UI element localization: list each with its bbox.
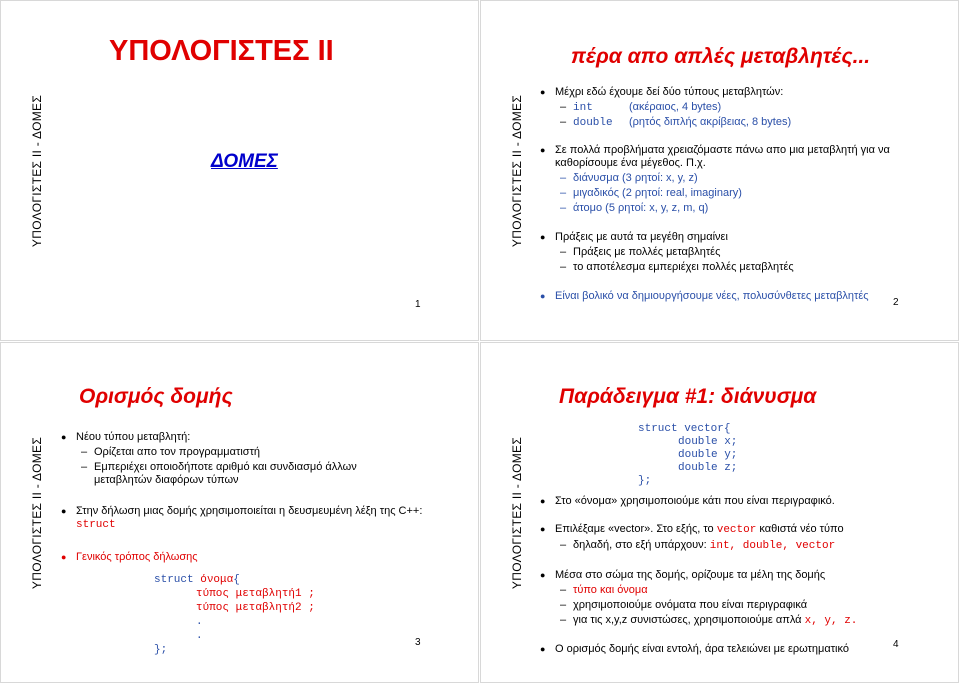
dash-icon: – (560, 584, 567, 596)
sub-bullet (81, 461, 414, 487)
bullet-icon: ● (540, 232, 546, 242)
keyword: x, y, z. (804, 615, 858, 627)
sub-bullet (560, 172, 698, 185)
bullet-icon: ● (61, 506, 67, 516)
bullet-icon: ● (540, 145, 546, 155)
code-line: struct vector{ (638, 423, 731, 435)
bullet-icon: ● (540, 570, 546, 580)
page-number: 4 (893, 639, 899, 650)
slide-title: πέρα απο απλές μεταβλητές... (571, 45, 871, 68)
bullet-text: Στο «όνομα» χρησιμοποιούμε κάτι που είναι περιγραφικό. (555, 495, 835, 507)
slide-3 (0, 342, 479, 683)
dash-icon: – (560, 261, 567, 273)
sub-bullet (560, 539, 836, 553)
slide-2 (480, 0, 959, 341)
bullet (61, 505, 426, 532)
bullet (61, 431, 416, 444)
bullet-text: Μέσα στο σώμα της δομής, ορίζουμε τα μέλη της δομής (555, 569, 826, 581)
sub-bullet (560, 246, 721, 259)
code-name: όνομα (200, 574, 234, 586)
side-label: ΥΠΟΛΟΓΙΣΤΕΣ ΙΙ - ΔΟΜΕΣ (30, 94, 44, 248)
slide-1 (0, 0, 479, 341)
keyword: vector (716, 524, 757, 536)
bullet (61, 551, 416, 564)
sub-bullet (560, 116, 792, 130)
bullet-text: Γενικός τρόπος δήλωσης (76, 551, 198, 563)
slide-4 (480, 342, 959, 683)
code-line: }; (154, 644, 168, 656)
main-title: ΥΠΟΛΟΓΙΣΤΕΣ ΙΙ (109, 35, 334, 67)
keyword: int, double, vector (709, 540, 836, 552)
dash-icon: – (560, 246, 567, 258)
sub-text: Πράξεις με πολλές μεταβλητές (573, 246, 721, 258)
bullet (540, 569, 935, 582)
bullet-text: Πράξεις με αυτά τα μεγέθη σημαίνει (555, 231, 728, 243)
bullet-text: Στην δήλωση μιας δομής χρησιμοποιείται η δευσμευμένη λέξη της C++: (76, 505, 423, 517)
bullet (540, 495, 935, 508)
side-label: ΥΠΟΛΟΓΙΣΤΕΣ ΙΙ - ΔΟΜΕΣ (510, 436, 524, 590)
code-line: . (196, 630, 203, 642)
code-line: double x; (678, 436, 738, 448)
dash-icon: – (560, 614, 567, 626)
dash-icon: – (560, 187, 567, 199)
bullet (540, 231, 925, 244)
bullet-text: Μέχρι εδώ έχουμε δεί δύο τύπους μεταβλητών: (555, 86, 784, 98)
code-line: double y; (678, 449, 738, 461)
bullet-icon: ● (61, 552, 67, 562)
bullet-icon: ● (540, 87, 546, 97)
sub-text: διάνυσμα (3 ρητοί: x, y, z) (573, 172, 698, 184)
page-number: 2 (893, 297, 899, 308)
bullet (540, 86, 925, 99)
bullet-icon: ● (540, 496, 546, 506)
keyword: double (573, 117, 613, 129)
bullet-text: Είναι βολικό να δημιουργήσουμε νέες, πολυσύνθετες μεταβλητές (555, 290, 869, 302)
page-number: 1 (415, 299, 421, 310)
bullet (540, 144, 925, 170)
code-line: τύπος μεταβλητή1 ; (196, 588, 315, 600)
code-line: }; (638, 475, 652, 487)
bullet-icon: ● (540, 524, 546, 534)
sub-bullet (560, 614, 858, 628)
bullet-text: καθιστά νέο τύπο (759, 523, 844, 535)
keyword: struct (76, 519, 116, 531)
slide-title: Παράδειγμα #1: διάνυσμα (559, 385, 817, 408)
sub-text: δηλαδή, στο εξή υπάρχουν: (573, 539, 707, 551)
section-title: ΔΟΜΕΣ (211, 151, 278, 172)
sub-text: Ορίζεται απο τον προγραμματιστή (94, 446, 261, 458)
dash-icon: – (81, 461, 88, 473)
sub-text: για τις x,y,z συνιστώσες, χρησιμοποιούμε απλά (573, 614, 802, 626)
sub-bullet (81, 446, 261, 459)
dash-icon: – (560, 599, 567, 611)
sub-bullet (560, 599, 808, 612)
dash-icon: – (560, 116, 567, 128)
sub-text: χρησιμοποιούμε ονόματα που είναι περιγραφικά (573, 599, 808, 611)
sub-text: (ακέραιος, 4 bytes) (629, 101, 722, 113)
sub-text: μιγαδικός (2 ρητοί: real, imaginary) (573, 187, 742, 199)
page-number: 3 (415, 637, 421, 648)
code-line: . (196, 616, 203, 628)
sub-bullet (560, 202, 709, 215)
side-label: ΥΠΟΛΟΓΙΣΤΕΣ ΙΙ - ΔΟΜΕΣ (510, 94, 524, 248)
bullet-icon: ● (540, 644, 546, 654)
code-line: τύπος μεταβλητή2 ; (196, 602, 315, 614)
sub-bullet (560, 584, 648, 597)
side-label: ΥΠΟΛΟΓΙΣΤΕΣ ΙΙ - ΔΟΜΕΣ (30, 436, 44, 590)
bullet-text: Σε πολλά προβλήματα χρειαζόμαστε πάνω απο μια μεταβλητή για να καθορίσουμε ένα μέγεθος. Π.χ. (555, 144, 890, 169)
dash-icon: – (560, 172, 567, 184)
code-keyword: struct (154, 574, 194, 586)
dash-icon: – (560, 202, 567, 214)
code-line: double z; (678, 462, 738, 474)
dash-icon: – (560, 539, 567, 551)
dash-icon: – (81, 446, 88, 458)
sub-bullet (560, 101, 722, 115)
code-brace: { (233, 574, 240, 586)
slide-title: Ορισμός δομής (79, 385, 233, 408)
sub-text: το αποτέλεσμα εμπεριέχει πολλές μεταβλητές (573, 261, 794, 273)
bullet-text: Νέου τύπου μεταβλητή: (76, 431, 191, 443)
sub-bullet (560, 187, 742, 200)
dash-icon: – (560, 101, 567, 113)
bullet-text: Ο ορισμός δομής είναι εντολή, άρα τελειώνει με ερωτηματικό (555, 643, 849, 655)
sub-text: Εμπεριέχει οποιοδήποτε αριθμό και συνδιασμό άλλων μεταβλητών διαφόρων τύπων (94, 461, 357, 486)
bullet-icon: ● (540, 291, 546, 301)
sub-bullet (560, 261, 794, 274)
sub-text: (ρητός διπλής ακρίβειας, 8 bytes) (629, 116, 792, 128)
sub-text: άτομο (5 ρητοί: x, y, z, m, q) (573, 202, 709, 214)
bullet-text: Επιλέξαμε «vector». Στο εξής, το (555, 523, 714, 535)
sub-text: τύπο και όνομα (573, 584, 648, 596)
bullet (540, 523, 935, 537)
keyword: int (573, 102, 593, 114)
bullet (540, 643, 935, 656)
bullet (540, 290, 935, 303)
bullet-icon: ● (61, 432, 67, 442)
code-block (154, 573, 315, 657)
code-block (638, 423, 737, 488)
